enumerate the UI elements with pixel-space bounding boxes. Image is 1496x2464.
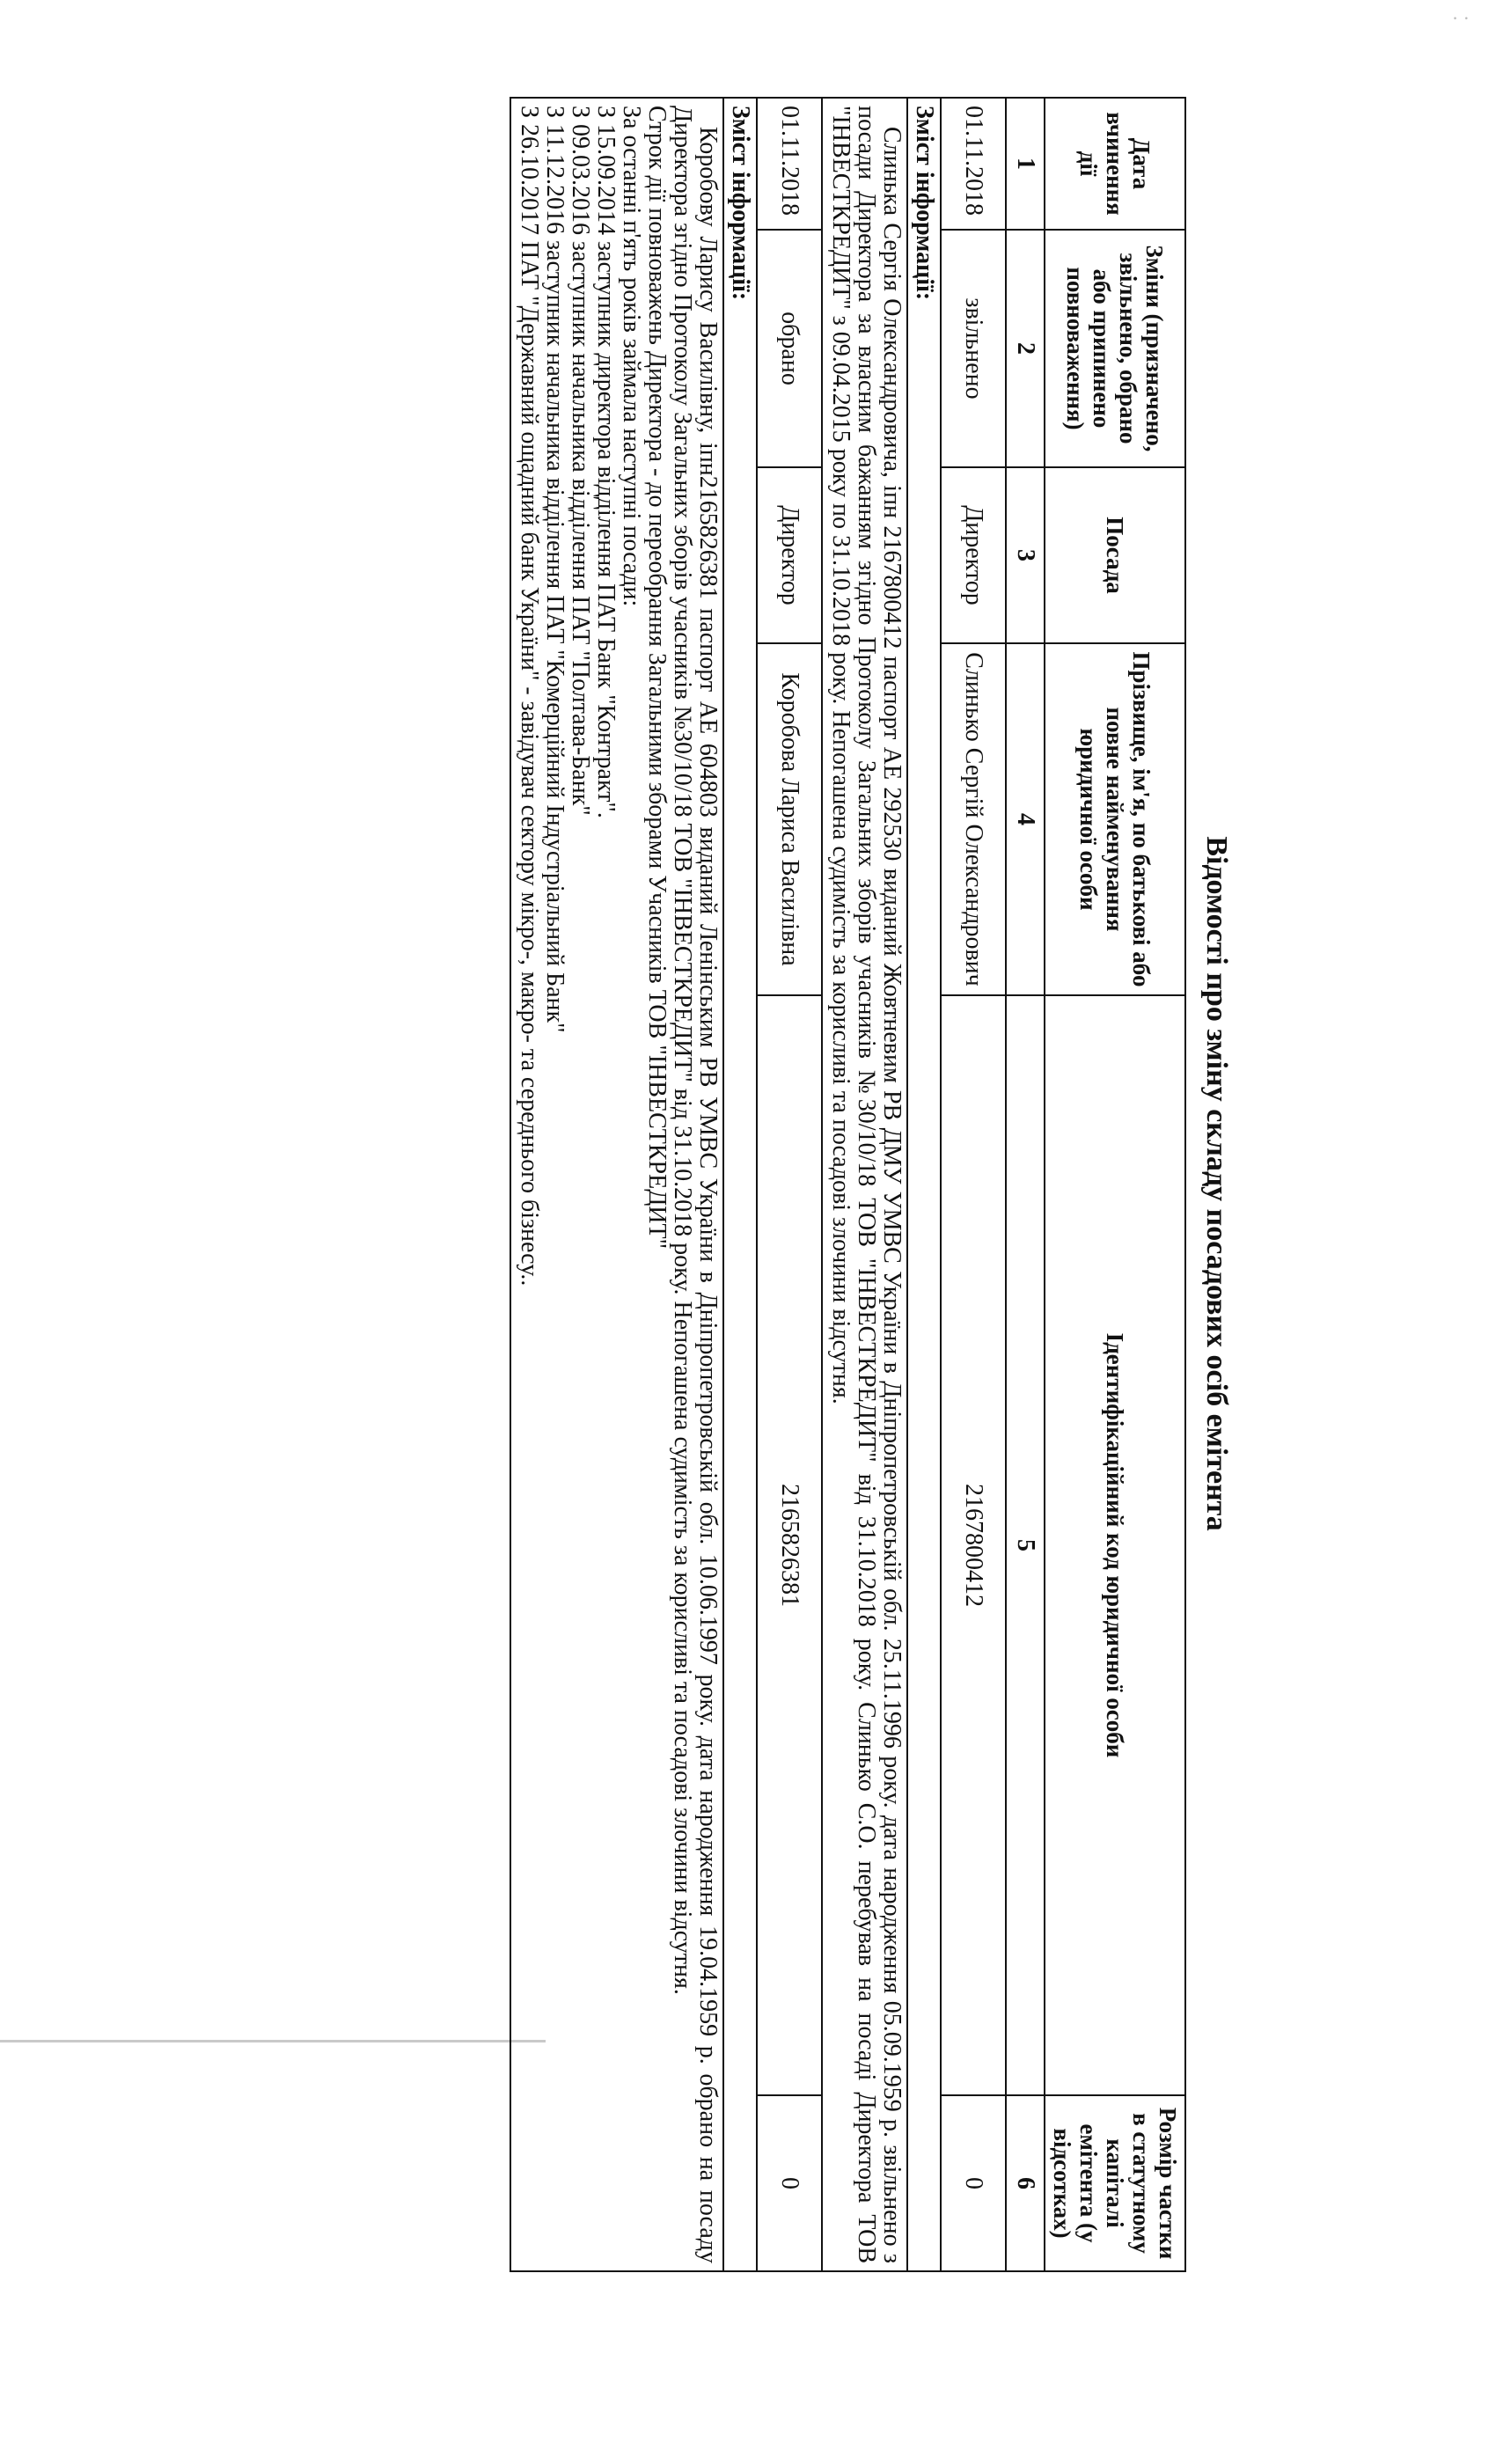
note-heading: Зміст інформації: — [907, 98, 941, 2271]
column-number: 6 — [1006, 2095, 1045, 2271]
note-line: Строк дії повноважень Директора - до переобрання Загальними зборами Учасників ТОВ "ІНВЕСТКРЕДИТ" — [643, 106, 671, 1250]
table-row — [757, 98, 822, 2271]
cell-change: звільнено — [941, 230, 1006, 467]
column-number: 1 — [1006, 98, 1045, 230]
cell-name: Коробова Лариса Василівна — [757, 643, 822, 995]
column-number: 3 — [1006, 467, 1045, 643]
column-number: 5 — [1006, 995, 1045, 2095]
note-heading: Зміст інформації: — [723, 98, 757, 2271]
officials-table — [510, 97, 1186, 2272]
page-title: Відомості про зміну складу посадових осіб емітента — [1200, 836, 1233, 1531]
note-row — [510, 98, 723, 2271]
cell-date: 01.11.2018 — [941, 98, 1006, 230]
note-line: З 09.03.2016 заступник начальника відділення ПАТ "Полтава-Банк" — [567, 106, 594, 816]
header-change: Зміни (призначено, звільнено, обрано або припинено повноваження) — [1045, 230, 1185, 467]
column-number: 4 — [1006, 643, 1045, 995]
column-number: 2 — [1006, 230, 1045, 467]
cell-code: 2165826381 — [757, 995, 822, 2095]
rotated-page — [202, 97, 1241, 2270]
cell-name: Слинько Сергій Олександрович — [941, 643, 1006, 995]
note-line: З 11.12.2016 заступник начальника відділення ПАТ "Комерційний Індустріальний Банк" — [541, 106, 568, 1033]
note-heading-row — [723, 98, 757, 2271]
note-content — [822, 98, 907, 2271]
header-row — [1045, 98, 1185, 2271]
cell-share: 0 — [941, 2095, 1006, 2271]
header-name: Прізвище, ім'я, по батькові або повне найменування юридичної особи — [1045, 643, 1185, 995]
column-number-row — [1006, 98, 1045, 2271]
cell-share: 0 — [757, 2095, 822, 2271]
header-date: Дата вчинення дії — [1045, 98, 1185, 230]
table-row — [941, 98, 1006, 2271]
header-code: Ідентифікаційний код юридичної особи — [1045, 995, 1185, 2095]
cell-date: 01.11.2018 — [757, 98, 822, 230]
note-line: З 15.09.2014 заступник директора відділення ПАТ Банк "Контракт". — [592, 106, 620, 818]
cell-position: Директор — [757, 467, 822, 643]
header-position: Посада — [1045, 467, 1185, 643]
note-heading-row — [907, 98, 941, 2271]
cell-change: обрано — [757, 230, 822, 467]
header-share: Розмір частки в статутному капіталі емітента (у відсотках) — [1045, 2095, 1185, 2271]
note-line: Слинька Сергія Олександровича, іпн 2167800412 паспорт АЕ 292530 виданий Жовтневим РВ ДМУ УМВС України в Дніпропетровській обл. 25.11.1996 року. дата народження 05.09.1959 р. звільнено з посади Директора за власним бажанням згідно Протоколу Загальних зборів учасників №30/10/18 ТОВ "ІНВЕСТКРЕДИТ" від 31.10.2018 року. Слинько С.О. перебував на посаді Директора ТОВ "ІНВЕСТКРЕДИТ" з 09.04.2015 року по 31.10.2018 року. Непогашена судимість за корисливі та посадові злочини відсутня. — [827, 106, 906, 2263]
note-row — [822, 98, 907, 2271]
scan-artifact: · · — [1451, 7, 1470, 29]
cell-code: 2167800412 — [941, 995, 1006, 2095]
cell-position: Директор — [941, 467, 1006, 643]
note-line: Коробову Ларису Василівну, іпн2165826381 паспорт АЕ 604803 виданий Ленінським РВ УМВС України в Дніпропетровській обл. 10.06.1997 року. дата народження 19.04.1959 р. обрано на посаду Директора згідно Протоколу Загальних зборів учасників №30/10/18 ТОВ "ІНВЕСТКРЕДИТ" від 31.10.2018 року. Непогашена судимість за корисливі та посадові злочини відсутня. — [669, 106, 722, 2263]
note-line: За останні п'ять років займала наступні посади: — [618, 106, 645, 607]
note-line: З 26.10.2017 ПАТ "Державний ощадний банк України" - завідувач сектору мікро-, макро- та середнього бізнесу.. — [516, 106, 543, 1287]
note-content — [510, 98, 723, 2271]
